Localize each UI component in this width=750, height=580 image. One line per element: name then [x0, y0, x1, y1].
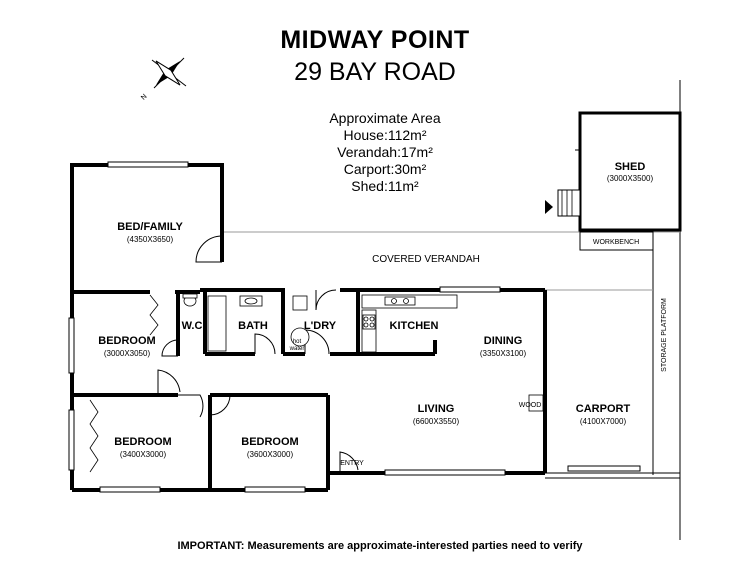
- compass-north-label: N: [140, 93, 149, 102]
- workbench-label: WORKBENCH: [592, 239, 640, 246]
- area-heading: Approximate Area: [329, 110, 441, 126]
- property-title: MIDWAY POINT: [280, 26, 470, 54]
- property-address: 29 BAY ROAD: [294, 58, 456, 86]
- room-bedroom-1-size: (3000X3050): [103, 349, 151, 358]
- room-shed: SHED: [614, 161, 646, 173]
- room-dining: DINING: [483, 335, 523, 347]
- entry-arrow-icon: [545, 200, 553, 214]
- entry-label: ENTRY: [340, 460, 364, 467]
- shed-step: [545, 190, 580, 216]
- room-bedroom-1: BEDROOM: [98, 335, 156, 347]
- hot-water-label-2: water: [289, 346, 305, 352]
- room-carport: CARPORT: [575, 403, 631, 415]
- bathtub: [208, 296, 226, 351]
- room-bed-family-size: (4350X3650): [126, 235, 174, 244]
- room-dining-size: (3350X3100): [479, 349, 527, 358]
- disclaimer-note: IMPORTANT: Measurements are approximate-interested parties need to verify: [177, 540, 583, 552]
- room-bed-family: BED/FAMILY: [117, 221, 183, 233]
- area-carport: Carport:30m²: [343, 161, 427, 177]
- laundry-tub: [293, 296, 307, 310]
- room-bedroom-3-size: (3600X3000): [246, 450, 294, 459]
- compass-icon: [140, 58, 186, 102]
- hot-water-label-1: hot: [292, 339, 302, 345]
- room-living-size: (6600X3550): [412, 417, 460, 426]
- room-wc: W.C: [181, 320, 203, 332]
- area-house: House:112m²: [343, 127, 427, 143]
- room-bath: BATH: [238, 320, 268, 332]
- room-laundry: L'DRY: [303, 320, 337, 332]
- area-shed: Shed:11m²: [351, 178, 419, 194]
- room-bedroom-2-size: (3400X3000): [119, 450, 167, 459]
- room-kitchen: KITCHEN: [389, 320, 439, 332]
- room-shed-size: (3000X3500): [606, 174, 654, 183]
- room-bedroom-2: BEDROOM: [114, 436, 172, 448]
- storage-platform-label: STORAGE PLATFORM: [661, 298, 668, 372]
- wood-label: WOOD: [518, 402, 542, 409]
- verandah-label: COVERED VERANDAH: [372, 254, 480, 265]
- room-bedroom-3: BEDROOM: [241, 436, 299, 448]
- room-living: LIVING: [417, 403, 455, 415]
- area-verandah: Verandah:17m²: [337, 144, 433, 160]
- room-carport-size: (4100X7000): [579, 417, 627, 426]
